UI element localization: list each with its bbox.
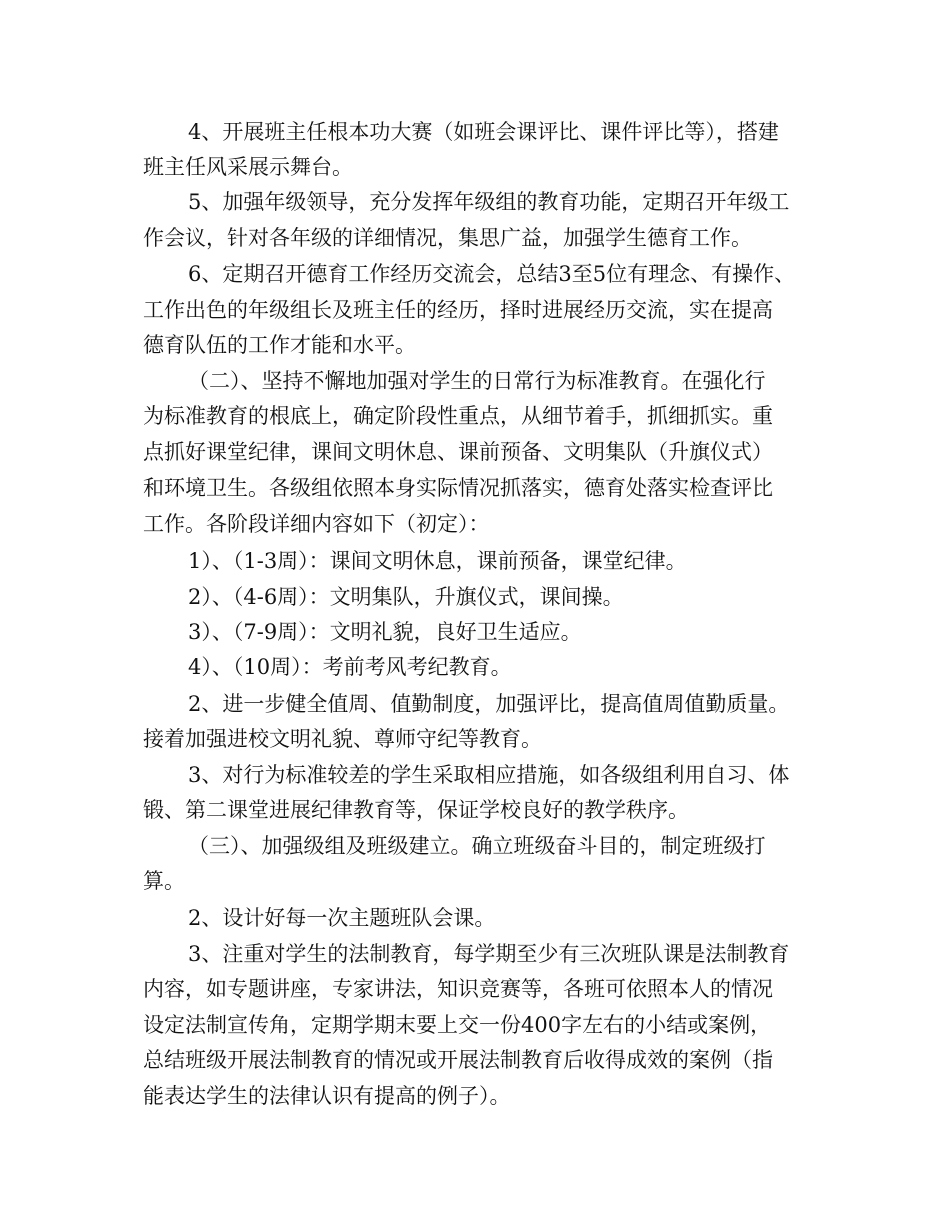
text-line: 2、进一步健全值周、值勤制度，加强评比，提高值周值勤质量。 bbox=[188, 692, 790, 716]
text-line: 作会议，针对各年级的详细情况，集思广益，加强学生德育工作。 bbox=[143, 226, 752, 250]
text-line: （二）、坚持不懈地加强对学生的日常行为标准教育。在强化行 bbox=[188, 369, 766, 393]
text-line: 能表达学生的法律认识有提高的例子）。 bbox=[143, 1084, 511, 1108]
text-line: 2）、（4-6周）：文明集队，升旗仪式，课间操。 bbox=[188, 585, 624, 609]
text-line: 工作出色的年级组长及班主任的经历，择时进展经历交流，实在提高 bbox=[143, 298, 773, 322]
text-line: 工作。各阶段详细内容如下（初定）： bbox=[143, 512, 490, 536]
text-line: 算。 bbox=[143, 869, 185, 893]
text-line: 4）、（10周）：考前考风考纪教育。 bbox=[188, 655, 512, 679]
text-line: 和环境卫生。各级组依照本身实际情况抓落实，德育处落实检查评比 bbox=[143, 476, 773, 500]
text-line: 德育队伍的工作才能和水平。 bbox=[143, 333, 416, 357]
text-line: 接着加强进校文明礼貌、尊师守纪等教育。 bbox=[143, 727, 542, 751]
text-line: 6、定期召开德育工作经历交流会，总结3至5位有理念、有操作、 bbox=[188, 262, 796, 286]
text-line: 设定法制宣传角，定期学期末要上交一份400字左右的小结或案例， bbox=[143, 1013, 772, 1037]
text-line: 3、注重对学生的法制教育，每学期至少有三次班队课是法制教育 bbox=[188, 942, 790, 966]
text-line: 5、加强年级领导，充分发挥年级组的教育功能，定期召开年级工 bbox=[188, 190, 790, 214]
text-line: 4、开展班主任根本功大赛（如班会课评比、课件评比等），搭建 bbox=[188, 120, 779, 144]
text-line: 班主任风采展示舞台。 bbox=[143, 155, 353, 179]
text-line: 2、设计好每一次主题班队会课。 bbox=[188, 906, 496, 930]
text-line: （三）、加强级组及班级建立。确立班级奋斗目的，制定班级打 bbox=[188, 834, 766, 858]
text-line: 总结班级开展法制教育的情况或开展法制教育后收得成效的案例（指 bbox=[143, 1048, 773, 1072]
text-line: 3、对行为标准较差的学生采取相应措施，如各级组利用自习、体 bbox=[188, 763, 790, 787]
text-line: 1）、（1-3周）：课间文明休息，课前预备，课堂纪律。 bbox=[188, 549, 687, 573]
text-line: 点抓好课堂纪律，课间文明休息、课前预备、文明集队（升旗仪式） bbox=[143, 440, 773, 464]
text-line: 为标准教育的根底上，确定阶段性重点，从细节着手，抓细抓实。重 bbox=[143, 404, 773, 428]
text-line: 3）、（7-9周）：文明礼貌，良好卫生适应。 bbox=[188, 620, 582, 644]
text-line: 内容，如专题讲座，专家讲法，知识竞赛等，各班可依照本人的情况 bbox=[143, 977, 773, 1001]
text-line: 锻、第二课堂进展纪律教育等，保证学校良好的教学秩序。 bbox=[143, 798, 689, 822]
